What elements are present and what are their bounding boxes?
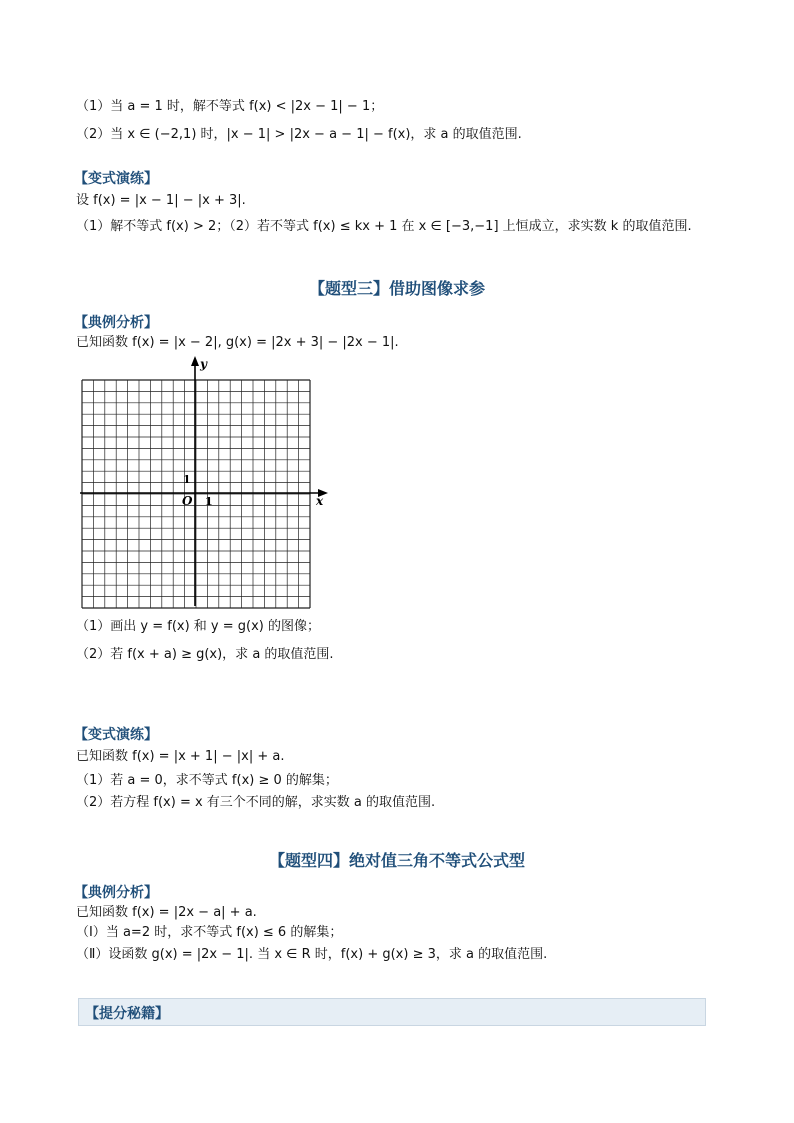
type3-given: 已知函数 f(x) = |x − 2|, g(x) = |2x + 3| − |2x − 1|. (76, 335, 399, 350)
variant2-given: 已知函数 f(x) = |x + 1| − |x| + a. (76, 749, 285, 764)
y-tick-label: 1 (183, 473, 191, 486)
type4-tag: 【典例分析】 (74, 885, 158, 901)
variant2-question-1: （1）若 a = 0，求不等式 f(x) ≥ 0 的解集； (76, 773, 338, 788)
y-axis-arrow (191, 356, 199, 366)
type4-given: 已知函数 f(x) = |2x − a| + a. (76, 905, 257, 920)
type3-heading: 【题型三】借助图像求参 (308, 279, 485, 298)
tips-box (78, 998, 706, 1026)
type4-question-1: （Ⅰ）当 a=2 时，求不等式 f(x) ≤ 6 的解集； (76, 925, 343, 940)
tips-label: 【提分秘籍】 (85, 1006, 169, 1022)
type3-question-2: （2）若 f(x + a) ≥ g(x)，求 a 的取值范围. (76, 647, 334, 662)
variant1-question: （1）解不等式 f(x) > 2；（2）若不等式 f(x) ≤ kx + 1 在 x ∈ [−3,−1] 上恒成立，求实数 k 的取值范围. (76, 219, 692, 234)
x-tick-label: 1 (205, 495, 213, 508)
type3-question-1: （1）画出 y = f(x) 和 y = g(x) 的图像； (76, 619, 321, 634)
variant1-tag: 【变式演练】 (74, 171, 158, 187)
type3-tag: 【典例分析】 (74, 315, 158, 331)
variant2-tag: 【变式演练】 (74, 727, 158, 743)
grid-lines (82, 380, 310, 608)
x-axis-label: x (316, 494, 324, 508)
variant2-question-2: （2）若方程 f(x) = x 有三个不同的解，求实数 a 的取值范围. (76, 795, 436, 810)
problem1-question-1: （1）当 a = 1 时，解不等式 f(x) < |2x − 1| − 1； (76, 99, 384, 114)
origin-label: O (182, 494, 193, 508)
variant1-given: 设 f(x) = |x − 1| − |x + 3|. (76, 193, 246, 208)
type4-heading: 【题型四】绝对值三角不等式公式型 (268, 851, 525, 870)
y-axis-label: y (200, 357, 207, 371)
problem1-question-2: （2）当 x ∈ (−2,1) 时，|x − 1| > |2x − a − 1| − f(x)，求 a 的取值范围. (76, 127, 522, 142)
type4-question-2: （Ⅱ）设函数 g(x) = |2x − 1|. 当 x ∈ R 时，f(x) + g(x) ≥ 3，求 a 的取值范围. (76, 947, 548, 962)
coordinate-grid (70, 352, 340, 612)
